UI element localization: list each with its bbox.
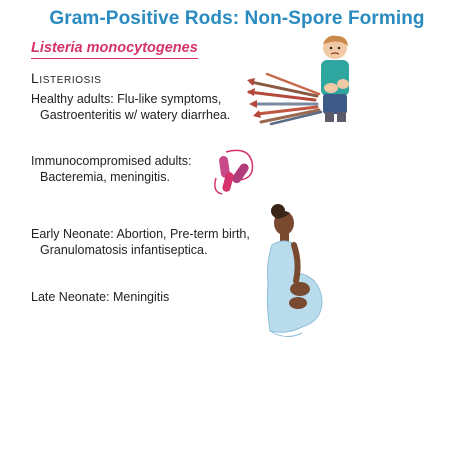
page-title: Gram-Positive Rods: Non-Spore Forming (49, 8, 425, 29)
pregnant-woman-icon (256, 203, 342, 343)
early-neonate-label: Early Neonate: Abortion, Pre-term birth, (31, 227, 250, 241)
healthy-adults-detail: Gastroenteritis w/ watery diarrhea. (40, 108, 231, 122)
listeria-bacteria-icon (208, 148, 260, 198)
immunocompromised-label: Immunocompromised adults: (31, 154, 192, 168)
immunocompromised-detail: Bacteremia, meningitis. (40, 170, 170, 184)
organism-subtitle: Listeria monocytogenes (31, 40, 198, 59)
healthy-adults-label: Healthy adults: Flu-like symptoms, (31, 92, 222, 106)
early-neonate-detail: Granulomatosis infantiseptica. (40, 243, 208, 257)
sick-child-with-arrows-icon (247, 34, 367, 126)
late-neonate-label: Late Neonate: Meningitis (31, 290, 170, 304)
section-heading: Listeriosis (31, 70, 102, 86)
